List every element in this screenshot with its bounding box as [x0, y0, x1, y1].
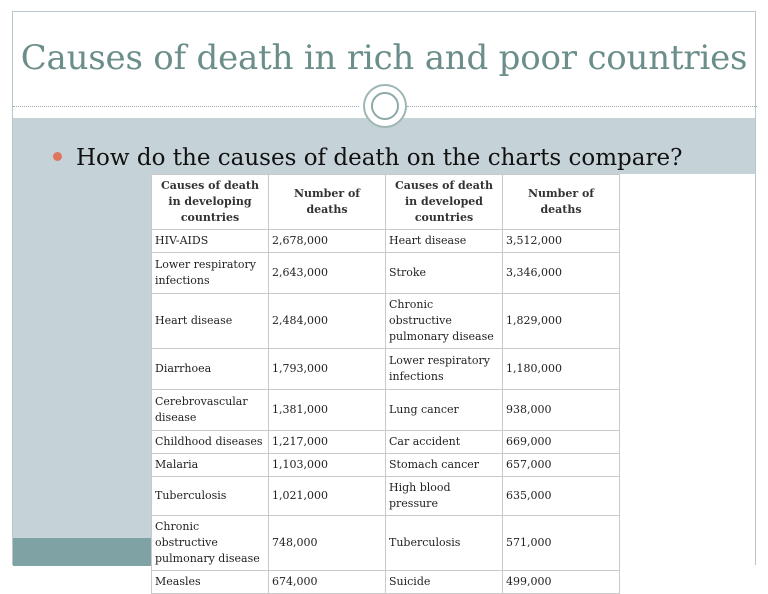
cell: Car accident: [386, 431, 503, 454]
cell: Tuberculosis: [152, 477, 269, 516]
cell: 1,217,000: [269, 431, 386, 454]
cell: 635,000: [503, 477, 620, 516]
table-row: [152, 516, 620, 571]
header-developed-causes: Causes of death in developed countries: [386, 175, 503, 230]
table-container: [151, 174, 755, 594]
cell: Chronic obstructive pulmonary disease: [152, 516, 269, 571]
divider-left: [13, 106, 359, 107]
cell: 674,000: [269, 571, 386, 594]
circle-ornament-icon: [363, 84, 407, 128]
cell: 499,000: [503, 571, 620, 594]
table-row: [152, 230, 620, 253]
table-row: [152, 390, 620, 431]
table-row: [152, 477, 620, 516]
cell: 1,829,000: [503, 294, 620, 349]
cell: Lower respiratory infections: [152, 253, 269, 294]
cell: 1,021,000: [269, 477, 386, 516]
cell: Lung cancer: [386, 390, 503, 431]
cell: 938,000: [503, 390, 620, 431]
cell: 1,381,000: [269, 390, 386, 431]
table-row: [152, 349, 620, 390]
cell: 2,484,000: [269, 294, 386, 349]
cell: Cerebrovascular disease: [152, 390, 269, 431]
table-row: [152, 253, 620, 294]
bullet-text: How do the causes of death on the charts compare?: [76, 145, 683, 171]
cell: Stroke: [386, 253, 503, 294]
cell: Measles: [152, 571, 269, 594]
divider-right: [407, 106, 757, 107]
cell: Chronic obstructive pulmonary disease: [386, 294, 503, 349]
cell: 3,512,000: [503, 230, 620, 253]
causes-of-death-table: [151, 174, 620, 594]
cell: 748,000: [269, 516, 386, 571]
cell: Lower respiratory infections: [386, 349, 503, 390]
cell: High blood pressure: [386, 477, 503, 516]
cell: Heart disease: [386, 230, 503, 253]
header-developing-deaths: Number of deaths: [269, 175, 386, 230]
cell: Heart disease: [152, 294, 269, 349]
cell: 1,180,000: [503, 349, 620, 390]
cell: 1,103,000: [269, 454, 386, 477]
cell: HIV-AIDS: [152, 230, 269, 253]
cell: Childhood diseases: [152, 431, 269, 454]
cell: Malaria: [152, 454, 269, 477]
cell: Diarrhoea: [152, 349, 269, 390]
cell: 2,678,000: [269, 230, 386, 253]
cell: 571,000: [503, 516, 620, 571]
cell: 3,346,000: [503, 253, 620, 294]
table-row: [152, 431, 620, 454]
cell: 657,000: [503, 454, 620, 477]
header-developed-deaths: Number of deaths: [503, 175, 620, 230]
header-developing-causes: Causes of death in developing countries: [152, 175, 269, 230]
slide: [12, 11, 756, 588]
cell: Stomach cancer: [386, 454, 503, 477]
table-row: [152, 571, 620, 594]
slide-title: Causes of death in rich and poor countries: [20, 38, 748, 78]
cell: 669,000: [503, 431, 620, 454]
bullet-dot-icon: [53, 152, 62, 161]
cell: 2,643,000: [269, 253, 386, 294]
cell: Tuberculosis: [386, 516, 503, 571]
bullet-item: [53, 145, 682, 171]
table-header-row: [152, 175, 620, 230]
cell: Suicide: [386, 571, 503, 594]
cell: 1,793,000: [269, 349, 386, 390]
table-row: [152, 294, 620, 349]
table-row: [152, 454, 620, 477]
